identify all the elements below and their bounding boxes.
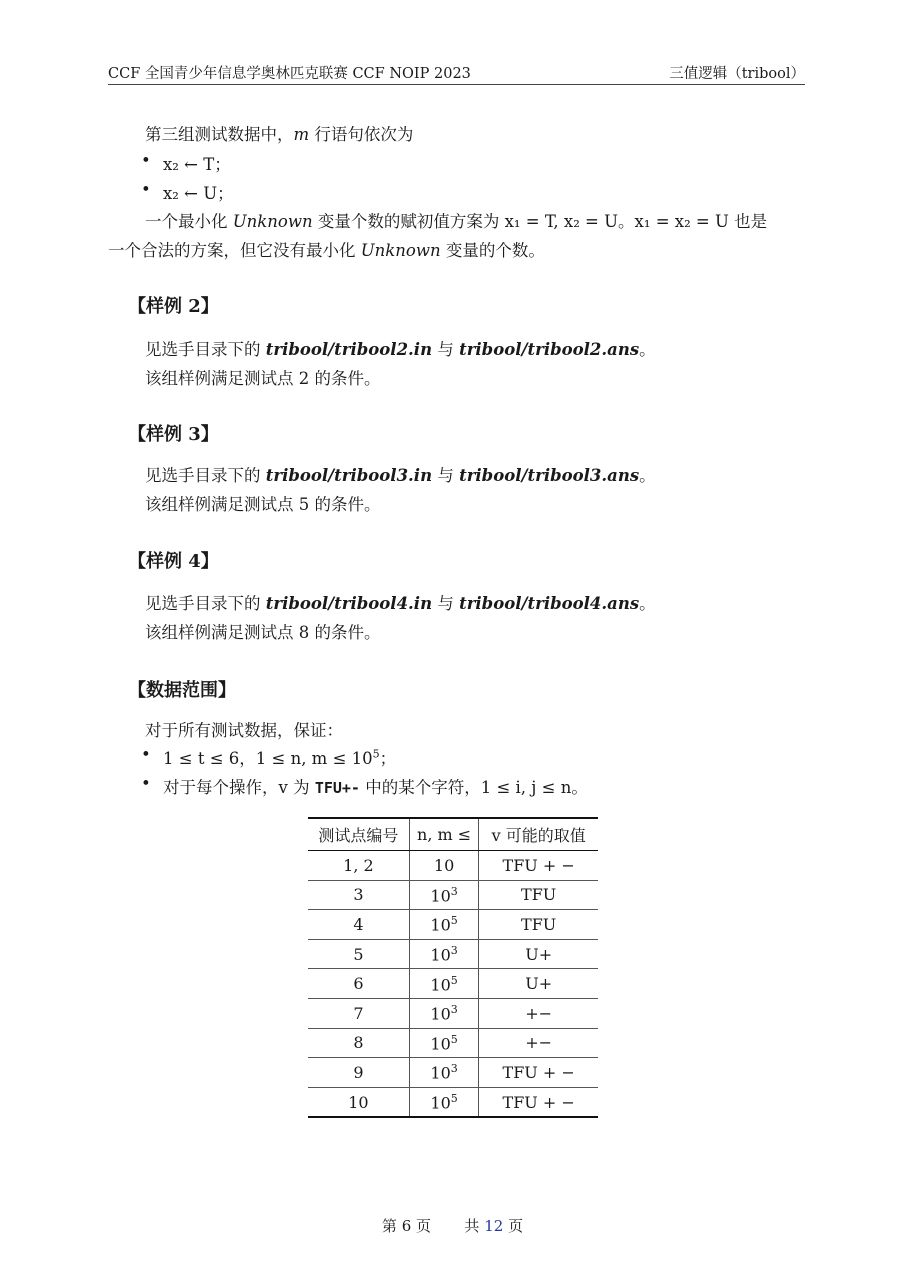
running-header-right: 三值逻辑（tribool） <box>669 66 805 82</box>
limit-exponent: 3 <box>450 943 458 957</box>
answer-file-name: tribool/tribool2.ans <box>459 340 640 359</box>
table-row <box>308 939 598 969</box>
statement-bullet-1: • x₂ ← T； <box>163 151 231 175</box>
sample-3-files <box>145 462 656 486</box>
input-file-name: tribool/tribool2.in <box>265 340 433 359</box>
cell-test-id: 5 <box>308 939 409 969</box>
sample-2-heading: 【样例 2】 <box>128 296 219 317</box>
unknown-term: Unknown <box>232 212 313 231</box>
cell-test-id: 4 <box>308 910 409 940</box>
limit-exponent: 3 <box>450 1003 458 1017</box>
range-bullet-1 <box>163 745 396 769</box>
sample-2-note: 该组样例满足测试点 2 的条件。 <box>145 369 381 388</box>
limit-base: 10 <box>430 1063 451 1083</box>
cell-test-id: 8 <box>308 1028 409 1058</box>
cell-test-id: 3 <box>308 880 409 910</box>
unknown-term: Unknown <box>360 241 441 260</box>
cell-v-values: TFU <box>479 880 598 910</box>
header-nm-limit: n, m ≤ <box>409 818 478 851</box>
header-rule <box>108 84 805 85</box>
cell-nm-limit <box>409 1058 478 1088</box>
sample-4-files <box>145 590 656 614</box>
table-row <box>308 998 598 1028</box>
table-row <box>308 1087 598 1117</box>
cell-test-id: 1, 2 <box>308 851 409 881</box>
cell-v-values: TFU + − <box>479 851 598 881</box>
input-file-name: tribool/tribool3.in <box>265 466 433 485</box>
input-file-name: tribool/tribool4.in <box>265 594 433 613</box>
limit-exponent: 5 <box>450 1032 458 1046</box>
limit-exponent: 3 <box>450 884 458 898</box>
sample-4-heading: 【样例 4】 <box>128 551 219 572</box>
files-suffix: 。 <box>639 340 656 359</box>
limit-base: 10 <box>433 855 455 875</box>
files-conjunction: 与 <box>432 466 460 485</box>
footer-page-mid: 页 <box>416 1217 432 1235</box>
limit-exponent: 5 <box>450 914 458 928</box>
cell-test-id: 9 <box>308 1058 409 1088</box>
table-row <box>308 880 598 910</box>
cell-nm-limit <box>409 1087 478 1117</box>
intro-line <box>145 121 413 145</box>
files-conjunction: 与 <box>432 340 460 359</box>
cell-test-id: 7 <box>308 998 409 1028</box>
files-suffix: 。 <box>639 466 656 485</box>
explanation-text-b: 变量个数的赋初值方案为 x₁ = T, x₂ = U。x₁ = x₂ = U 也是 <box>312 212 768 231</box>
cell-nm-limit <box>409 880 478 910</box>
limit-exponent: 3 <box>450 1062 458 1076</box>
cell-test-id: 10 <box>308 1087 409 1117</box>
footer-total-prefix: 共 <box>464 1217 480 1235</box>
sample-2-files <box>145 336 656 360</box>
cell-nm-limit <box>409 998 478 1028</box>
limit-exponent: 5 <box>450 1091 458 1105</box>
table-row <box>308 910 598 940</box>
footer-total-suffix: 页 <box>508 1217 524 1235</box>
var-m: m <box>293 125 310 144</box>
cell-v-values: U+ <box>479 969 598 999</box>
limit-base: 10 <box>430 915 451 935</box>
range-text-c: 对于每个操作，v 为 <box>163 778 315 797</box>
cell-nm-limit <box>409 851 478 881</box>
operation-chars-code: TFU+- <box>314 779 360 797</box>
total-page-number: 12 <box>484 1217 504 1235</box>
cell-v-values: TFU + − <box>479 1058 598 1088</box>
limit-base: 10 <box>430 886 451 906</box>
files-suffix: 。 <box>639 594 656 613</box>
limit-base: 10 <box>430 945 451 965</box>
cell-test-id: 6 <box>308 969 409 999</box>
range-text-d: 中的某个字符，1 ≤ i, j ≤ n。 <box>359 778 588 797</box>
limit-base: 10 <box>430 1034 451 1054</box>
limit-base: 10 <box>430 1004 451 1024</box>
explanation-text-d: 变量的个数。 <box>440 241 545 260</box>
limit-base: 10 <box>430 1093 451 1113</box>
answer-file-name: tribool/tribool3.ans <box>459 466 640 485</box>
cell-nm-limit <box>409 939 478 969</box>
data-range-intro: 对于所有测试数据，保证： <box>145 721 343 740</box>
running-header-left: CCF 全国青少年信息学奥林匹克联赛 CCF NOIP 2023 <box>108 66 471 82</box>
footer-page-prefix: 第 <box>381 1217 397 1235</box>
range-text-a: 1 ≤ t ≤ 6，1 ≤ n, m ≤ 10 <box>163 749 373 768</box>
table-row <box>308 1058 598 1088</box>
cell-nm-limit <box>409 910 478 940</box>
sample-3-heading: 【样例 3】 <box>128 424 219 445</box>
limit-exponent: 5 <box>450 973 458 987</box>
data-range-heading: 【数据范围】 <box>128 680 236 701</box>
current-page-number: 6 <box>401 1217 412 1235</box>
header-test-id: 测试点编号 <box>308 818 409 851</box>
statement-bullet-2: • x₂ ← U； <box>163 180 234 204</box>
cell-nm-limit <box>409 1028 478 1058</box>
cell-v-values: TFU + − <box>479 1087 598 1117</box>
limit-base: 10 <box>430 974 451 994</box>
intro-text-b: 行语句依次为 <box>309 125 414 144</box>
table-body <box>308 851 598 1118</box>
table-row <box>308 969 598 999</box>
files-conjunction: 与 <box>432 594 460 613</box>
files-prefix: 见选手目录下的 <box>145 466 266 485</box>
sample-3-note: 该组样例满足测试点 5 的条件。 <box>145 495 381 514</box>
table-row <box>308 1028 598 1058</box>
files-prefix: 见选手目录下的 <box>145 340 266 359</box>
table-header-row <box>308 818 598 851</box>
explanation-text-c: 一个合法的方案，但它没有最小化 <box>108 241 361 260</box>
exponent: 5 <box>372 747 380 761</box>
files-prefix: 见选手目录下的 <box>145 594 266 613</box>
explanation-line-1 <box>145 208 767 232</box>
cell-v-values: +− <box>479 1028 598 1058</box>
cell-nm-limit <box>409 969 478 999</box>
cell-v-values: +− <box>479 998 598 1028</box>
header-v-values: v 可能的取值 <box>479 818 598 851</box>
range-text-b: ； <box>379 749 397 768</box>
cell-v-values: U+ <box>479 939 598 969</box>
explanation-text-a: 一个最小化 <box>145 212 233 231</box>
range-bullet-2 <box>163 774 588 798</box>
answer-file-name: tribool/tribool4.ans <box>459 594 640 613</box>
table-row <box>308 851 598 881</box>
test-point-table <box>308 817 598 1118</box>
page-footer <box>0 1215 905 1236</box>
sample-4-note: 该组样例满足测试点 8 的条件。 <box>145 623 381 642</box>
intro-text-a: 第三组测试数据中， <box>145 125 294 144</box>
cell-v-values: TFU <box>479 910 598 940</box>
explanation-line-2 <box>108 237 545 261</box>
